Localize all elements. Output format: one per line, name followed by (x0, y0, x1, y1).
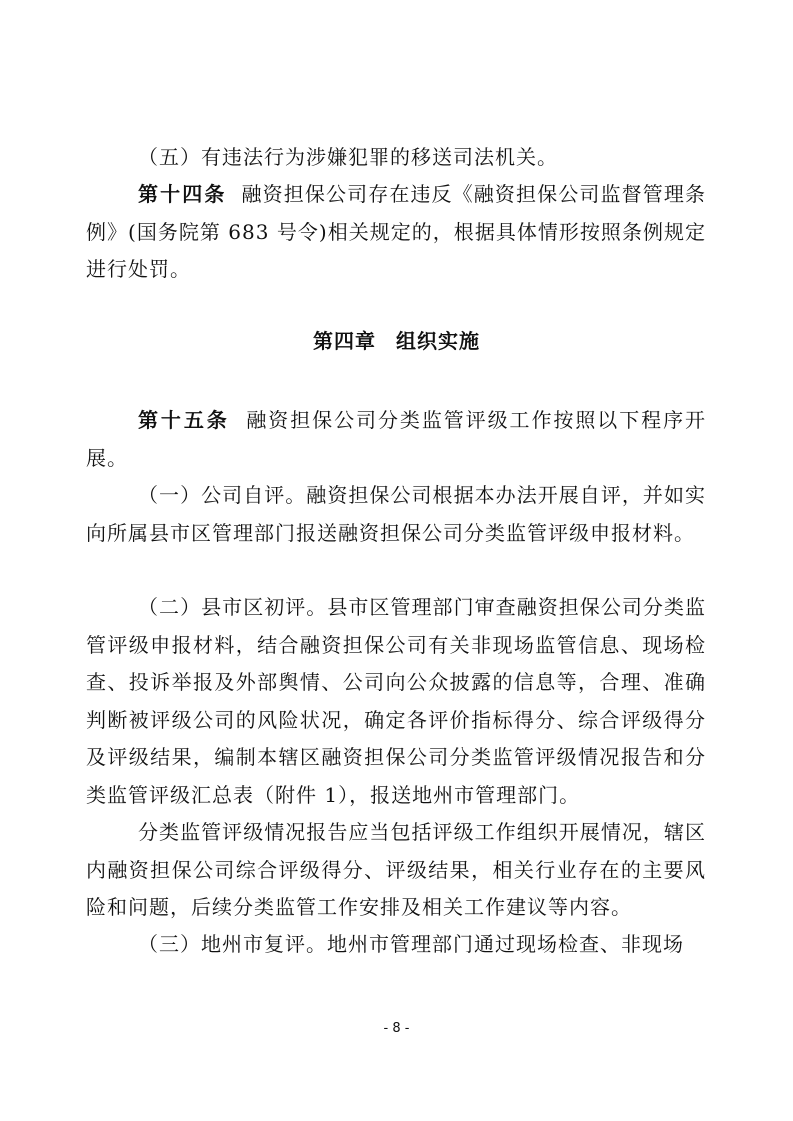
chapter-title: 第四章 组织实施 (313, 329, 480, 353)
page-number: - 8 - (383, 1021, 410, 1036)
report-requirements-paragraph: 分类监管评级情况报告应当包括评级工作组织开展情况，辖区内融资担保公司综合评级得分、评级结果，相关行业存在的主要风险和问题，后续分类监管工作安排及相关工作建议等内容。 (86, 820, 706, 919)
procedure-step-1: （一）公司自评。融资担保公司根据本办法开展自评，并如实向所属县市区管理部门报送融资担保公司分类监管评级申报材料。 (86, 483, 706, 545)
article-15-heading: 第十五条 (138, 408, 230, 432)
procedure-step-2: （二）县市区初评。县市区管理部门审查融资担保公司分类监管评级申报材料，结合融资担保公司有关非现场监管信息、现场检查、投诉举报及外部舆情、公司向公众披露的信息等，合理、准确判断被评级公司的风险状况，确定各评价指标得分、综合评级得分及评级结果，编制本辖区融资担保公司分类监管评级情况报告和分类监管评级汇总表（附件 1），报送地州市管理部门。 (86, 595, 706, 807)
article-14-heading: 第十四条 (138, 182, 227, 206)
procedure-step-3: （三）地州市复评。地州市管理部门通过现场检查、非现场 (138, 932, 684, 956)
article-15 (86, 402, 706, 477)
article-14-body: 融资担保公司存在违反《融资担保公司监督管理条例》(国务院第 683 号令)相关规定的，根据具体情形按照条例规定进行处罚。 (86, 182, 707, 281)
article-14 (86, 176, 706, 289)
paragraph-item-5: （五）有违法行为涉嫌犯罪的移送司法机关。 (138, 145, 558, 169)
article-15-body: 融资担保公司分类监管评级工作按照以下程序开展。 (86, 408, 707, 470)
